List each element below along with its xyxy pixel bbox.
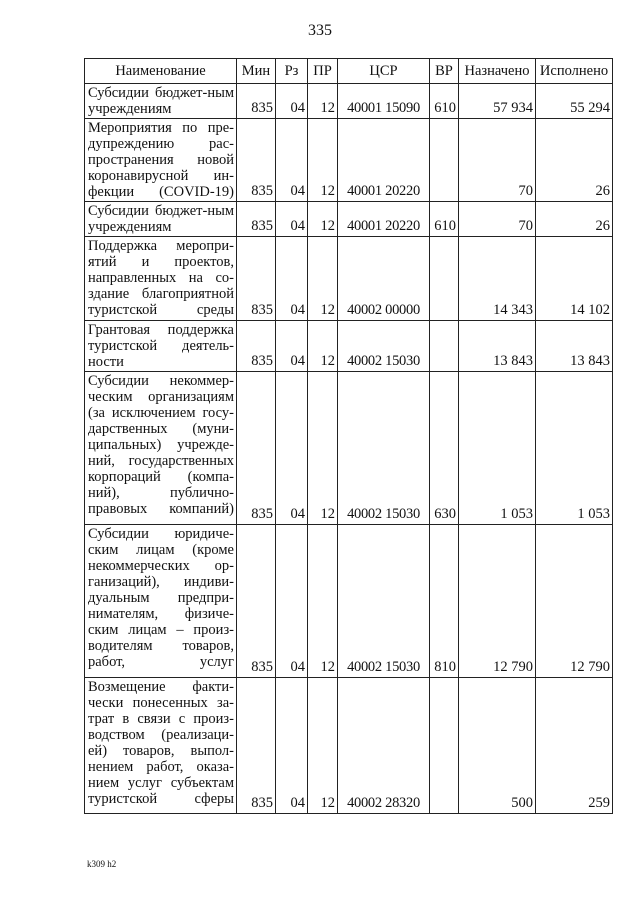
row-assigned: 1 053 — [459, 372, 536, 525]
row-csr: 40001 20220 — [338, 202, 430, 237]
row-rz: 04 — [276, 321, 308, 372]
table-row — [85, 237, 613, 321]
row-assigned: 14 343 — [459, 237, 536, 321]
row-assigned: 70 — [459, 119, 536, 202]
row-name: Субсидии бюджет-ным учреждениям — [85, 84, 237, 119]
table-row — [85, 678, 613, 814]
table-row — [85, 372, 613, 525]
row-vr — [430, 237, 459, 321]
row-rz: 04 — [276, 678, 308, 814]
row-vr: 610 — [430, 84, 459, 119]
row-rz: 04 — [276, 119, 308, 202]
row-csr: 40001 20220 — [338, 119, 430, 202]
row-executed: 259 — [536, 678, 613, 814]
row-assigned: 500 — [459, 678, 536, 814]
row-rz: 04 — [276, 202, 308, 237]
row-name: Грантовая поддержка туристской деятель-ности — [85, 321, 237, 372]
row-executed: 26 — [536, 202, 613, 237]
row-min: 835 — [237, 237, 276, 321]
row-pr: 12 — [308, 525, 338, 678]
row-pr: 12 — [308, 678, 338, 814]
table-row — [85, 321, 613, 372]
row-vr: 630 — [430, 372, 459, 525]
row-min: 835 — [237, 84, 276, 119]
row-name: Поддержка меропри-ятий и проектов, направленных на со-здание благоприятной туристской среды — [85, 237, 237, 321]
row-rz: 04 — [276, 237, 308, 321]
header-executed: Исполнено — [536, 59, 613, 84]
footer-code: k309 h2 — [87, 859, 117, 869]
row-assigned: 12 790 — [459, 525, 536, 678]
row-csr: 40002 15030 — [338, 372, 430, 525]
table-header-row — [85, 59, 613, 84]
row-vr: 610 — [430, 202, 459, 237]
row-pr: 12 — [308, 84, 338, 119]
header-csr: ЦСР — [338, 59, 430, 84]
row-min: 835 — [237, 372, 276, 525]
row-assigned: 70 — [459, 202, 536, 237]
table-row — [85, 202, 613, 237]
row-executed: 14 102 — [536, 237, 613, 321]
row-vr — [430, 119, 459, 202]
row-pr: 12 — [308, 321, 338, 372]
row-pr: 12 — [308, 119, 338, 202]
row-vr — [430, 678, 459, 814]
header-assigned: Назначено — [459, 59, 536, 84]
header-vr: ВР — [430, 59, 459, 84]
row-executed: 12 790 — [536, 525, 613, 678]
row-executed: 55 294 — [536, 84, 613, 119]
row-vr: 810 — [430, 525, 459, 678]
row-name: Возмещение факти-чески понесенных за-трат в связи с произ-водством (реализаци-ей) товаров, выпол-нением работ, оказа-нием услуг субъектам туристской сферы — [85, 678, 237, 814]
header-rz: Рз — [276, 59, 308, 84]
row-min: 835 — [237, 321, 276, 372]
page-number: 335 — [308, 22, 332, 39]
row-pr: 12 — [308, 372, 338, 525]
row-min: 835 — [237, 119, 276, 202]
row-vr — [430, 321, 459, 372]
row-name: Субсидии бюджет-ным учреждениям — [85, 202, 237, 237]
row-csr: 40002 15030 — [338, 525, 430, 678]
row-assigned: 13 843 — [459, 321, 536, 372]
row-rz: 04 — [276, 372, 308, 525]
row-assigned: 57 934 — [459, 84, 536, 119]
row-rz: 04 — [276, 84, 308, 119]
row-executed: 26 — [536, 119, 613, 202]
header-name: Наименование — [85, 59, 237, 84]
header-pr: ПР — [308, 59, 338, 84]
row-executed: 13 843 — [536, 321, 613, 372]
table-row — [85, 119, 613, 202]
budget-table — [84, 58, 613, 814]
table-row — [85, 84, 613, 119]
row-min: 835 — [237, 525, 276, 678]
row-csr: 40002 28320 — [338, 678, 430, 814]
row-pr: 12 — [308, 202, 338, 237]
row-csr: 40002 00000 — [338, 237, 430, 321]
row-rz: 04 — [276, 525, 308, 678]
row-executed: 1 053 — [536, 372, 613, 525]
row-csr: 40001 15090 — [338, 84, 430, 119]
row-name: Мероприятия по пре-дупреждению рас-пространения новой коронавирусной ин-фекции (COVID-19) — [85, 119, 237, 202]
row-min: 835 — [237, 678, 276, 814]
row-csr: 40002 15030 — [338, 321, 430, 372]
row-name: Субсидии юридиче-ским лицам (кроме некоммерческих ор-ганизаций), индиви-дуальным предпри-нимателям, физиче-ским лицам – произ-водителям товаров, работ, услуг — [85, 525, 237, 678]
table-row — [85, 525, 613, 678]
header-min: Мин — [237, 59, 276, 84]
row-name: Субсидии некоммер-ческим организациям (за исключением госу-дарственных (муни-ципальных) учрежде-ний, государственных корпораций (компа-ний), публично-правовых компаний) — [85, 372, 237, 525]
row-min: 835 — [237, 202, 276, 237]
row-pr: 12 — [308, 237, 338, 321]
